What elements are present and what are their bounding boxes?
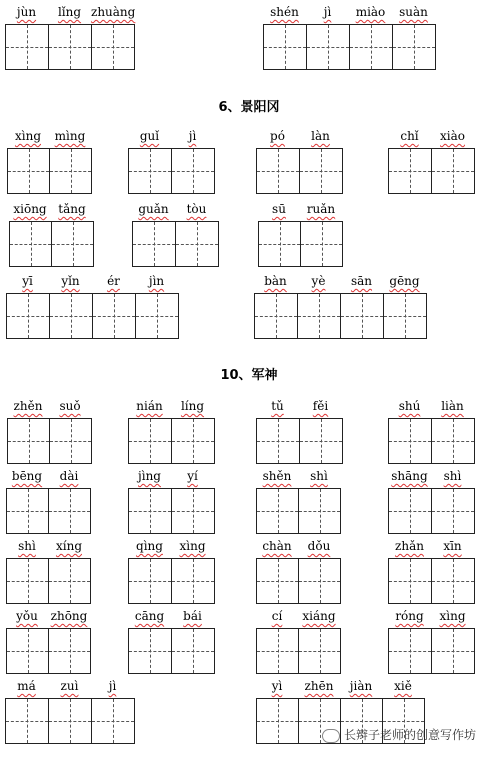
word-group (388, 467, 474, 534)
character-box[interactable] (51, 221, 94, 267)
character-box[interactable] (171, 628, 215, 674)
character-box[interactable] (49, 148, 92, 194)
pinyin-row (6, 467, 90, 485)
character-box[interactable] (128, 628, 172, 674)
pinyin-row (388, 127, 474, 145)
character-box[interactable] (431, 148, 475, 194)
character-box[interactable] (48, 488, 91, 534)
word-group (128, 127, 214, 194)
character-box[interactable] (48, 698, 92, 744)
character-box[interactable] (258, 221, 301, 267)
pinyin-syllable: xiào (440, 129, 465, 143)
character-box[interactable] (256, 418, 300, 464)
writing-grid (256, 418, 342, 464)
writing-grid (128, 558, 214, 604)
pinyin-syllable: guǎn (138, 202, 169, 216)
character-box[interactable] (48, 24, 92, 70)
pinyin-syllable: shì (443, 469, 462, 483)
pinyin-syllable: ér (107, 274, 120, 288)
pinyin-syllable: jìng (138, 469, 161, 483)
character-box[interactable] (254, 293, 298, 339)
character-box[interactable] (300, 221, 343, 267)
pinyin-syllable: má (17, 679, 36, 693)
character-box[interactable] (6, 488, 49, 534)
pinyin-row (6, 537, 90, 555)
character-box[interactable] (392, 24, 436, 70)
character-box[interactable] (388, 488, 432, 534)
pinyin-row (5, 677, 134, 695)
character-box[interactable] (306, 24, 350, 70)
character-box[interactable] (171, 488, 215, 534)
watermark-text: 长辫子老师的创意写作坊 (344, 728, 477, 742)
character-box[interactable] (431, 558, 475, 604)
word-group (256, 607, 340, 674)
pinyin-syllable: suàn (399, 5, 428, 19)
pinyin-row (256, 537, 340, 555)
writing-grid (256, 488, 340, 534)
pinyin-row (256, 607, 340, 625)
pinyin-syllable: yǒu (16, 609, 38, 623)
pinyin-row (7, 127, 91, 145)
character-box[interactable] (6, 293, 50, 339)
pinyin-row (256, 467, 340, 485)
pinyin-syllable: yì (271, 679, 283, 693)
character-box[interactable] (349, 24, 393, 70)
character-box[interactable] (48, 628, 91, 674)
character-box[interactable] (91, 24, 135, 70)
pinyin-syllable: tǎng (58, 202, 86, 216)
pinyin-syllable: xìng (439, 609, 466, 623)
pinyin-row (128, 607, 214, 625)
writing-grid (128, 148, 214, 194)
word-group (388, 127, 474, 194)
pinyin-syllable: pó (270, 129, 285, 143)
pinyin-syllable: sū (272, 202, 286, 216)
character-box[interactable] (132, 221, 176, 267)
word-group (6, 537, 90, 604)
pinyin-syllable: róng (395, 609, 424, 623)
word-group (5, 3, 134, 70)
writing-grid (6, 293, 178, 339)
character-box[interactable] (5, 698, 49, 744)
pinyin-syllable: yī (22, 274, 33, 288)
word-group (388, 397, 474, 464)
pinyin-syllable: dǒu (307, 539, 331, 553)
pinyin-syllable: zuì (60, 679, 79, 693)
pinyin-syllable: yè (311, 274, 326, 288)
pinyin-syllable: shāng (391, 469, 428, 483)
character-box[interactable] (175, 221, 219, 267)
word-group (128, 397, 214, 464)
pinyin-syllable: jìn (148, 274, 165, 288)
pinyin-syllable: jì (323, 5, 332, 19)
word-group (9, 200, 93, 267)
pinyin-syllable: liàn (441, 399, 464, 413)
word-group (128, 537, 214, 604)
word-group (256, 677, 424, 744)
pinyin-syllable: yǐn (61, 274, 80, 288)
character-box[interactable] (256, 698, 299, 744)
writing-grid (5, 24, 134, 70)
character-box[interactable] (6, 628, 49, 674)
pinyin-syllable: xiōng (13, 202, 47, 216)
pinyin-syllable: yí (187, 469, 198, 483)
pinyin-syllable: xìng (14, 129, 41, 143)
character-box[interactable] (128, 558, 172, 604)
pinyin-row (388, 537, 474, 555)
writing-grid (128, 418, 214, 464)
pinyin-syllable: ruǎn (306, 202, 336, 216)
word-group (256, 537, 340, 604)
character-box[interactable] (6, 558, 49, 604)
pinyin-syllable: sān (350, 274, 373, 288)
word-group (132, 200, 218, 267)
word-group (254, 272, 426, 339)
pinyin-syllable: tǔ (271, 399, 284, 413)
pinyin-syllable: zhuàng (91, 5, 136, 19)
pinyin-syllable: nián (136, 399, 163, 413)
writing-grid (254, 293, 426, 339)
character-box[interactable] (128, 488, 172, 534)
character-box[interactable] (48, 558, 91, 604)
character-box[interactable] (9, 221, 52, 267)
pinyin-syllable: shén (270, 5, 299, 19)
word-group (128, 607, 214, 674)
character-box[interactable] (5, 24, 49, 70)
writing-grid (128, 488, 214, 534)
pinyin-syllable: zhǎn (395, 539, 424, 553)
word-group (6, 467, 90, 534)
character-box[interactable] (92, 293, 136, 339)
word-group (6, 607, 90, 674)
character-box[interactable] (256, 628, 299, 674)
pinyin-syllable: jì (108, 679, 117, 693)
pinyin-syllable: gēng (389, 274, 420, 288)
pinyin-syllable: xíng (55, 539, 82, 553)
character-box[interactable] (49, 293, 93, 339)
writing-grid (256, 558, 340, 604)
character-box[interactable] (297, 293, 341, 339)
character-box[interactable] (388, 558, 432, 604)
pinyin-syllable: chǐ (400, 129, 419, 143)
character-box[interactable] (7, 418, 50, 464)
pinyin-syllable: xìng (179, 539, 206, 553)
character-box[interactable] (298, 698, 341, 744)
word-group (256, 397, 342, 464)
pinyin-syllable: lǐng (57, 5, 82, 19)
pinyin-row (128, 397, 214, 415)
word-group (258, 200, 342, 267)
pinyin-syllable: bēng (11, 469, 43, 483)
pinyin-syllable: shú (398, 399, 421, 413)
character-box[interactable] (298, 628, 341, 674)
writing-grid (9, 221, 93, 267)
pinyin-row (9, 200, 93, 218)
pinyin-row (258, 200, 342, 218)
writing-grid (388, 148, 474, 194)
pinyin-syllable: xiáng (302, 609, 336, 623)
section-heading-6: 6、景阳冈 (218, 100, 280, 115)
writing-grid (7, 148, 91, 194)
pinyin-syllable: jiàn (349, 679, 373, 693)
writing-grid (5, 698, 134, 744)
character-box[interactable] (383, 293, 427, 339)
character-box[interactable] (49, 418, 92, 464)
word-group (5, 677, 134, 744)
character-box[interactable] (340, 698, 383, 744)
word-group (7, 127, 91, 194)
pinyin-syllable: cāng (134, 609, 165, 623)
character-box[interactable] (7, 148, 50, 194)
writing-grid (263, 24, 435, 70)
writing-grid (256, 148, 342, 194)
pinyin-syllable: jùn (16, 5, 37, 19)
pinyin-syllable: dài (59, 469, 79, 483)
word-group (7, 397, 91, 464)
writing-grid (6, 558, 90, 604)
pinyin-row (388, 467, 474, 485)
writing-grid (132, 221, 218, 267)
writing-grid (256, 698, 424, 744)
pinyin-row (254, 272, 426, 290)
character-box[interactable] (431, 628, 475, 674)
writing-grid (7, 418, 91, 464)
character-box[interactable] (128, 418, 172, 464)
word-group (256, 467, 340, 534)
character-box[interactable] (298, 488, 341, 534)
pinyin-syllable: chàn (262, 539, 292, 553)
pinyin-syllable: miào (355, 5, 386, 19)
character-box[interactable] (299, 418, 343, 464)
pinyin-syllable: jì (188, 129, 197, 143)
writing-grid (128, 628, 214, 674)
pinyin-syllable: zhēn (304, 679, 334, 693)
pinyin-row (388, 397, 474, 415)
character-box[interactable] (299, 148, 343, 194)
character-box[interactable] (91, 698, 135, 744)
pinyin-row (132, 200, 218, 218)
pinyin-syllable: líng (180, 399, 205, 413)
writing-grid (6, 628, 90, 674)
pinyin-row (263, 3, 435, 21)
pinyin-row (128, 127, 214, 145)
pinyin-row (256, 677, 424, 695)
character-box[interactable] (171, 418, 215, 464)
pinyin-syllable: fěi (312, 399, 329, 413)
character-box[interactable] (128, 148, 172, 194)
pinyin-syllable: guǐ (139, 129, 160, 143)
character-box[interactable] (256, 488, 299, 534)
writing-grid (388, 628, 474, 674)
writing-grid (258, 221, 342, 267)
pinyin-syllable: qìng (136, 539, 163, 553)
character-box[interactable] (431, 418, 475, 464)
pinyin-syllable: shì (310, 469, 328, 483)
writing-grid (388, 418, 474, 464)
character-box[interactable] (256, 148, 300, 194)
pinyin-syllable: shì (18, 539, 36, 553)
word-group (128, 467, 214, 534)
writing-grid (388, 558, 474, 604)
character-box[interactable] (382, 698, 425, 744)
word-group (256, 127, 342, 194)
pinyin-row (6, 607, 90, 625)
pinyin-syllable: bái (183, 609, 202, 623)
character-box[interactable] (256, 558, 299, 604)
writing-grid (6, 488, 90, 534)
pinyin-row (128, 467, 214, 485)
character-box[interactable] (340, 293, 384, 339)
pinyin-syllable: suǒ (59, 399, 81, 413)
character-box[interactable] (171, 148, 215, 194)
section-heading-10: 10、军神 (220, 368, 278, 383)
word-group (263, 3, 435, 70)
character-box[interactable] (388, 628, 432, 674)
pinyin-syllable: tòu (186, 202, 207, 216)
word-group (388, 537, 474, 604)
pinyin-row (7, 397, 91, 415)
pinyin-syllable: cí (271, 609, 283, 623)
character-box[interactable] (388, 418, 432, 464)
pinyin-syllable: xīn (443, 539, 462, 553)
pinyin-row (256, 397, 342, 415)
character-box[interactable] (388, 148, 432, 194)
character-box[interactable] (171, 558, 215, 604)
pinyin-row (128, 537, 214, 555)
pinyin-syllable: làn (311, 129, 330, 143)
pinyin-row (6, 272, 178, 290)
character-box[interactable] (263, 24, 307, 70)
pinyin-row (256, 127, 342, 145)
pinyin-syllable: zhōng (50, 609, 88, 623)
character-box[interactable] (431, 488, 475, 534)
pinyin-syllable: shěn (262, 469, 292, 483)
word-group (6, 272, 178, 339)
pinyin-syllable: zhěn (13, 399, 43, 413)
pinyin-syllable: bàn (264, 274, 287, 288)
character-box[interactable] (298, 558, 341, 604)
pinyin-syllable: xiě (394, 679, 412, 693)
character-box[interactable] (135, 293, 179, 339)
word-group (388, 607, 474, 674)
pinyin-row (388, 607, 474, 625)
pinyin-row (5, 3, 134, 21)
writing-grid (388, 488, 474, 534)
pinyin-syllable: mìng (54, 129, 86, 143)
writing-grid (256, 628, 340, 674)
